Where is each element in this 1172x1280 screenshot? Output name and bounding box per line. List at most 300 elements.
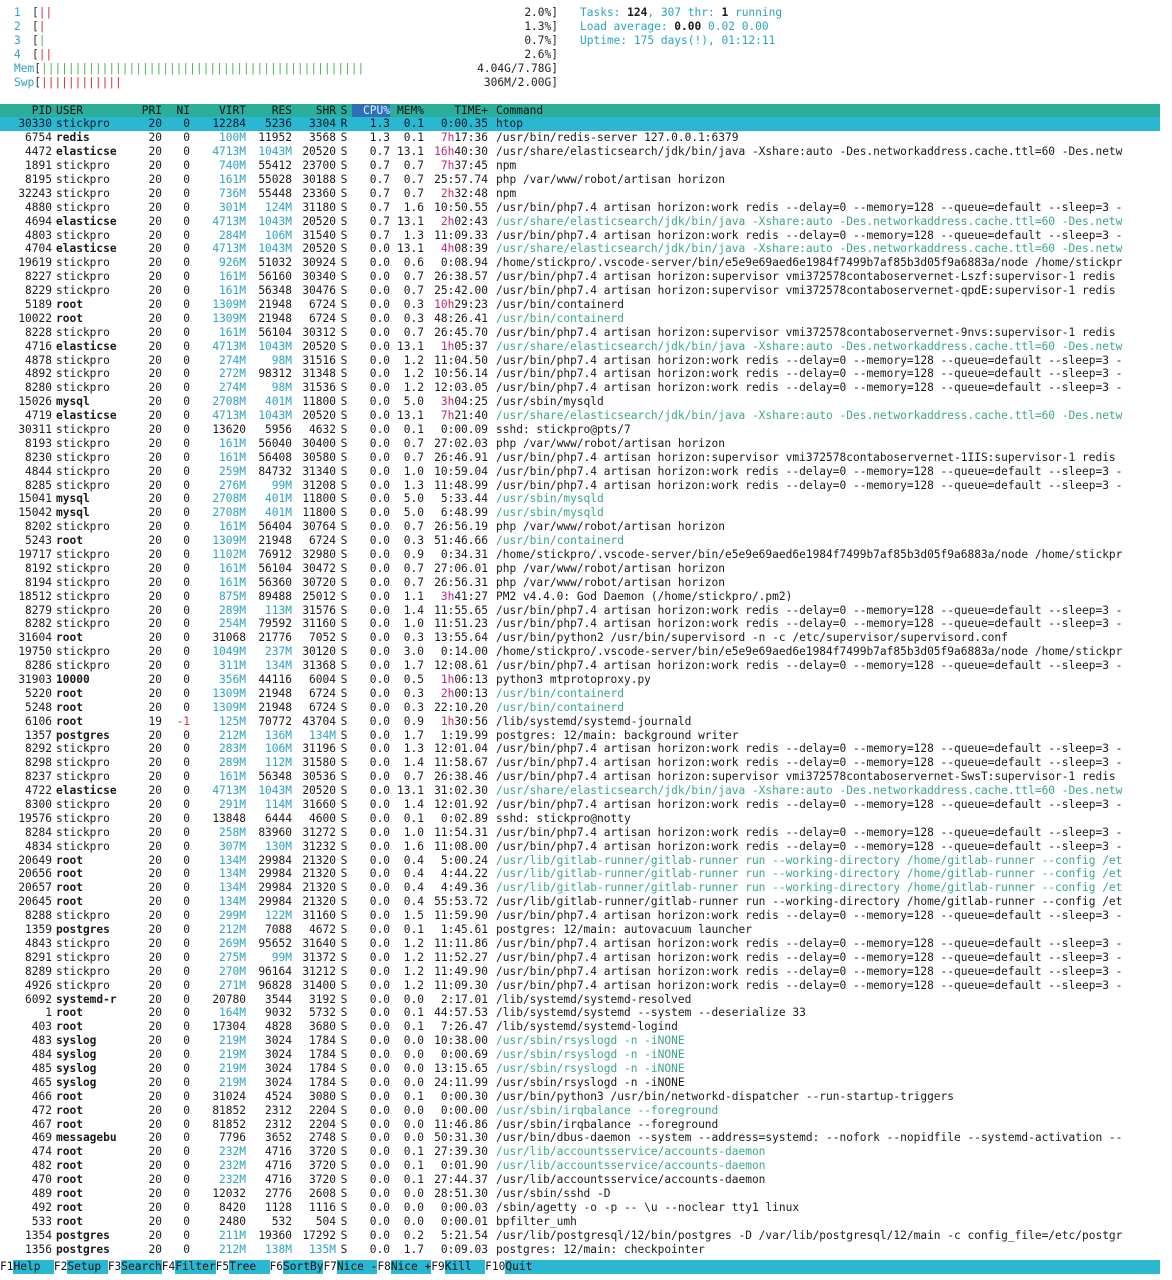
process-row[interactable] bbox=[0, 409, 1160, 423]
fkey-f8-label[interactable]: Nice + bbox=[390, 1260, 432, 1273]
command-cell: /usr/bin/php7.4 artisan horizon:work redis --delay=0 --memory=128 --queue=default --sleep=3 - bbox=[496, 617, 1123, 631]
pid-cell: 8230 bbox=[25, 450, 52, 464]
process-row[interactable] bbox=[0, 354, 1160, 368]
pid-cell: 4843 bbox=[25, 936, 52, 950]
fkey-f7[interactable]: F7 bbox=[323, 1260, 337, 1273]
pid-cell: 472 bbox=[31, 1103, 52, 1117]
process-row[interactable] bbox=[0, 673, 1160, 687]
time-cell: 11:48.99 bbox=[434, 478, 488, 492]
process-row[interactable] bbox=[0, 131, 1160, 145]
process-row[interactable] bbox=[0, 909, 1160, 923]
res-cell: 98312 bbox=[258, 367, 292, 381]
user-cell: stickpro bbox=[56, 659, 110, 673]
process-row[interactable] bbox=[0, 687, 1160, 701]
virt-cell: 4713M bbox=[212, 784, 246, 798]
mem-cell: 0.5 bbox=[403, 673, 424, 687]
fkey-f7-label[interactable]: Nice - bbox=[336, 1260, 378, 1273]
col-pri[interactable]: PRI bbox=[141, 103, 162, 117]
process-row[interactable] bbox=[0, 548, 1160, 562]
nice-cell: 0 bbox=[183, 367, 190, 381]
state-cell: S bbox=[340, 659, 348, 673]
time-cell: 0:00.09 bbox=[440, 422, 488, 436]
user-cell: root bbox=[56, 1117, 83, 1131]
process-table-header[interactable] bbox=[0, 104, 1160, 118]
process-row[interactable] bbox=[0, 881, 1160, 895]
process-row[interactable] bbox=[0, 1201, 1160, 1215]
mem-cell: 0.7 bbox=[403, 284, 424, 298]
process-row[interactable] bbox=[0, 923, 1160, 937]
fkey-f3-label[interactable]: Search bbox=[121, 1260, 162, 1273]
time-cell: 51:46.66 bbox=[434, 534, 488, 548]
nice-cell: -1 bbox=[176, 714, 190, 728]
pid-cell: 6754 bbox=[25, 131, 52, 145]
fkey-f10[interactable]: F10 bbox=[485, 1260, 506, 1273]
nice-cell: 0 bbox=[183, 228, 190, 242]
process-row[interactable] bbox=[0, 395, 1160, 409]
mem-cell: 1.2 bbox=[403, 964, 424, 978]
process-row[interactable] bbox=[0, 520, 1160, 534]
user-cell: root bbox=[56, 895, 83, 909]
virt-cell: 254M bbox=[219, 617, 246, 631]
cpu-cell: 0.0 bbox=[369, 1200, 390, 1214]
time-cell: 11:59.90 bbox=[434, 909, 488, 923]
time-cell: 0:14.00 bbox=[440, 645, 488, 659]
command-cell: /usr/bin/php7.4 artisan horizon:work redis --delay=0 --memory=128 --queue=default --sleep=3 - bbox=[496, 742, 1123, 756]
process-row[interactable] bbox=[0, 715, 1160, 729]
fkey-f2[interactable]: F2 bbox=[53, 1260, 68, 1273]
virt-cell: 269M bbox=[219, 936, 246, 950]
virt-cell: 232M bbox=[219, 1173, 246, 1187]
res-cell: 70772 bbox=[258, 714, 292, 728]
process-row[interactable] bbox=[0, 1090, 1160, 1104]
mem-cell: 0.1 bbox=[403, 1159, 424, 1173]
shr-cell: 30764 bbox=[302, 520, 336, 534]
mem-cell: 1.2 bbox=[403, 950, 424, 964]
process-row[interactable] bbox=[0, 645, 1160, 659]
nice-cell: 0 bbox=[183, 1034, 190, 1048]
cpu-cell: 0.0 bbox=[369, 1214, 390, 1228]
nice-cell: 0 bbox=[183, 645, 190, 659]
process-row[interactable] bbox=[0, 187, 1160, 201]
command-cell: /lib/systemd/systemd-journald bbox=[496, 714, 692, 728]
state-cell: S bbox=[340, 1006, 348, 1020]
state-cell: S bbox=[340, 909, 348, 923]
process-row[interactable] bbox=[0, 854, 1160, 868]
pid-cell: 474 bbox=[31, 1145, 52, 1159]
process-row[interactable] bbox=[0, 867, 1160, 881]
time-cell: 4h08:39 bbox=[440, 242, 488, 256]
virt-cell: 13848 bbox=[212, 811, 246, 825]
mem-cell: 1.1 bbox=[403, 589, 424, 603]
res-cell: 98M bbox=[271, 353, 292, 367]
state-cell: S bbox=[340, 1214, 348, 1228]
process-row[interactable] bbox=[0, 201, 1160, 215]
command-cell: /usr/sbin/mysqld bbox=[496, 506, 604, 520]
state-cell: S bbox=[340, 881, 348, 895]
res-cell: 21948 bbox=[258, 686, 292, 700]
cpu-cell: 0.0 bbox=[369, 478, 390, 492]
user-cell: stickpro bbox=[56, 575, 110, 589]
nice-cell: 0 bbox=[183, 561, 190, 575]
fkey-f1[interactable]: F1 bbox=[0, 1260, 14, 1273]
state-cell: S bbox=[340, 1200, 348, 1214]
user-cell: root bbox=[56, 1145, 83, 1159]
pid-cell: 19576 bbox=[18, 811, 52, 825]
cpu-cell: 0.7 bbox=[369, 228, 390, 242]
fkey-f4[interactable]: F4 bbox=[161, 1260, 176, 1273]
cpu-meter-3: 3 [| bbox=[14, 33, 46, 47]
process-row[interactable] bbox=[0, 1104, 1160, 1118]
process-row[interactable] bbox=[0, 979, 1160, 993]
cpu-cell: 0.0 bbox=[369, 923, 390, 937]
cpu-cell: 0.0 bbox=[369, 992, 390, 1006]
cpu-cell: 0.0 bbox=[369, 673, 390, 687]
process-row[interactable] bbox=[0, 256, 1160, 270]
virt-cell: 2708M bbox=[212, 395, 246, 409]
state-cell: S bbox=[340, 450, 348, 464]
fkey-f8[interactable]: F8 bbox=[377, 1260, 391, 1273]
fkey-f2-label[interactable]: Setup bbox=[67, 1260, 108, 1273]
process-row[interactable] bbox=[0, 270, 1160, 284]
priority-cell: 20 bbox=[148, 228, 162, 242]
state-cell: S bbox=[340, 561, 348, 575]
col-virt[interactable]: VIRT bbox=[219, 103, 246, 117]
cpu-cell: 0.0 bbox=[369, 631, 390, 645]
virt-cell: 212M bbox=[219, 923, 246, 937]
user-cell: messagebu bbox=[56, 1131, 117, 1145]
time-cell: 27:39.30 bbox=[434, 1145, 488, 1159]
shr-cell: 2608 bbox=[309, 1186, 336, 1200]
user-cell: root bbox=[56, 881, 83, 895]
time-cell: 4:49.36 bbox=[440, 881, 488, 895]
mem-cell: 0.1 bbox=[403, 422, 424, 436]
cpu-cell: 0.0 bbox=[369, 297, 390, 311]
command-cell: postgres: 12/main: autovacuum launcher bbox=[496, 923, 752, 937]
process-row[interactable] bbox=[0, 1034, 1160, 1048]
process-row[interactable] bbox=[0, 242, 1160, 256]
fkey-f4-label[interactable]: Filter bbox=[175, 1260, 216, 1273]
process-row[interactable] bbox=[0, 756, 1160, 770]
fkey-f5[interactable]: F5 bbox=[215, 1260, 230, 1273]
process-row[interactable] bbox=[0, 951, 1160, 965]
mem-cell: 0.1 bbox=[403, 1145, 424, 1159]
process-row[interactable] bbox=[0, 798, 1160, 812]
state-cell: S bbox=[340, 548, 348, 561]
cpu-cell: 0.0 bbox=[369, 270, 390, 284]
fkey-f6[interactable]: F6 bbox=[269, 1260, 284, 1273]
virt-cell: 134M bbox=[219, 881, 246, 895]
state-cell: R bbox=[340, 117, 348, 131]
priority-cell: 20 bbox=[148, 1020, 162, 1034]
priority-cell: 20 bbox=[148, 186, 162, 200]
col-state[interactable]: S bbox=[340, 103, 348, 117]
priority-cell: 20 bbox=[148, 284, 162, 298]
time-cell: 27:06.01 bbox=[434, 561, 488, 575]
process-row[interactable] bbox=[0, 1062, 1160, 1076]
command-cell: /usr/sbin/rsyslogd -n -iNONE bbox=[496, 1061, 685, 1075]
cpu-cell: 0.0 bbox=[369, 381, 390, 395]
shr-cell: 23360 bbox=[302, 186, 336, 200]
process-row[interactable] bbox=[0, 1215, 1160, 1229]
virt-cell: 219M bbox=[219, 1061, 246, 1075]
cpu-cell: 0.0 bbox=[369, 853, 390, 867]
priority-cell: 20 bbox=[148, 270, 162, 284]
cpu-cell: 0.0 bbox=[369, 1061, 390, 1075]
mem-cell: 0.0 bbox=[403, 1061, 424, 1075]
mem-cell: 0.7 bbox=[403, 450, 424, 464]
user-cell: elasticse bbox=[56, 242, 117, 256]
user-cell: syslog bbox=[56, 1048, 97, 1062]
fkey-f1-label[interactable]: Help bbox=[13, 1260, 54, 1273]
pid-cell: 8194 bbox=[25, 575, 52, 589]
time-cell: 10:50.55 bbox=[434, 200, 488, 214]
priority-cell: 20 bbox=[148, 1145, 162, 1159]
time-cell: 12:08.61 bbox=[434, 659, 488, 673]
time-cell: 10h29:23 bbox=[434, 297, 488, 311]
cpu-cell: 0.7 bbox=[369, 172, 390, 186]
shr-cell: 20520 bbox=[302, 784, 336, 798]
time-cell: 11:09.30 bbox=[434, 978, 488, 992]
priority-cell: 20 bbox=[148, 339, 162, 353]
process-row[interactable] bbox=[0, 993, 1160, 1007]
fkey-f9-label[interactable]: Kill bbox=[444, 1260, 486, 1273]
res-cell: 134M bbox=[265, 659, 292, 673]
process-row[interactable] bbox=[0, 1131, 1160, 1145]
res-cell: 7088 bbox=[265, 923, 292, 937]
user-cell: stickpro bbox=[56, 464, 110, 478]
cpu-cell: 0.0 bbox=[369, 811, 390, 825]
process-row[interactable] bbox=[0, 840, 1160, 854]
virt-cell: 4713M bbox=[212, 242, 246, 256]
process-row[interactable] bbox=[0, 576, 1160, 590]
virt-cell: 271M bbox=[219, 978, 246, 992]
priority-cell: 20 bbox=[148, 145, 162, 159]
process-row[interactable] bbox=[0, 215, 1160, 229]
process-row[interactable] bbox=[0, 659, 1160, 673]
pid-cell: 4722 bbox=[25, 784, 52, 798]
mem-cell: 0.0 bbox=[403, 1131, 424, 1145]
virt-cell: 4713M bbox=[212, 409, 246, 423]
shr-cell: 11800 bbox=[302, 395, 336, 409]
process-row[interactable] bbox=[0, 506, 1160, 520]
mem-cell: 1.4 bbox=[403, 603, 424, 617]
res-cell: 130M bbox=[265, 839, 292, 853]
process-list[interactable] bbox=[0, 117, 1160, 1256]
mem-cell: 1.2 bbox=[403, 381, 424, 395]
process-row[interactable] bbox=[0, 1118, 1160, 1132]
process-row[interactable] bbox=[0, 479, 1160, 493]
res-cell: 56348 bbox=[258, 284, 292, 298]
process-row[interactable] bbox=[0, 465, 1160, 479]
shr-cell: 31180 bbox=[302, 200, 336, 214]
cpu-cell: 0.0 bbox=[369, 395, 390, 409]
nice-cell: 0 bbox=[183, 242, 190, 256]
res-cell: 3024 bbox=[265, 1075, 292, 1089]
priority-cell: 20 bbox=[148, 381, 162, 395]
process-row[interactable] bbox=[0, 145, 1160, 159]
nice-cell: 0 bbox=[183, 742, 190, 756]
col-time[interactable]: TIME+ bbox=[454, 103, 488, 117]
process-row[interactable] bbox=[0, 604, 1160, 618]
col-res[interactable]: RES bbox=[271, 103, 292, 117]
process-row[interactable] bbox=[0, 784, 1160, 798]
process-row[interactable] bbox=[0, 298, 1160, 312]
process-row[interactable] bbox=[0, 284, 1160, 298]
process-row[interactable] bbox=[0, 534, 1160, 548]
state-cell: S bbox=[340, 200, 348, 214]
command-cell: /usr/bin/php7.4 artisan horizon:work redis --delay=0 --memory=128 --queue=default --sleep=3 - bbox=[496, 381, 1123, 395]
state-cell: S bbox=[340, 270, 348, 284]
col-mem[interactable]: MEM% bbox=[397, 103, 424, 117]
cpu-cell: 0.0 bbox=[369, 1075, 390, 1089]
virt-cell: 164M bbox=[219, 1006, 246, 1020]
process-row[interactable] bbox=[0, 367, 1160, 381]
res-cell: 4524 bbox=[265, 1089, 292, 1103]
nice-cell: 0 bbox=[183, 1200, 190, 1214]
time-cell: 0:00.01 bbox=[440, 1214, 488, 1228]
process-row[interactable] bbox=[0, 1229, 1160, 1243]
col-shr[interactable]: SHR bbox=[315, 103, 336, 117]
virt-cell: 276M bbox=[219, 478, 246, 492]
state-cell: S bbox=[340, 1020, 348, 1034]
state-cell: S bbox=[340, 825, 348, 839]
mem-cell: 0.7 bbox=[403, 520, 424, 534]
process-row[interactable] bbox=[0, 1048, 1160, 1062]
virt-cell: 219M bbox=[219, 1034, 246, 1048]
pid-cell: 8292 bbox=[25, 742, 52, 756]
nice-cell: 0 bbox=[183, 936, 190, 950]
priority-cell: 20 bbox=[148, 1089, 162, 1103]
process-row[interactable] bbox=[0, 159, 1160, 173]
user-cell: stickpro bbox=[56, 159, 110, 173]
col-cpu[interactable]: CPU% bbox=[352, 104, 390, 118]
process-row[interactable] bbox=[0, 965, 1160, 979]
user-cell: elasticse bbox=[56, 214, 117, 228]
state-cell: S bbox=[340, 631, 348, 645]
time-cell: 1h05:37 bbox=[440, 339, 488, 353]
process-row[interactable] bbox=[0, 701, 1160, 715]
process-row[interactable] bbox=[0, 340, 1160, 354]
time-cell: 0:01.90 bbox=[440, 1159, 488, 1173]
col-command[interactable]: Command bbox=[496, 103, 544, 117]
command-cell: /usr/bin/php7.4 artisan horizon:work redis --delay=0 --memory=128 --queue=default --sleep=3 - bbox=[496, 478, 1123, 492]
mem-cell: 1.2 bbox=[403, 353, 424, 367]
cpu-cell: 0.7 bbox=[369, 159, 390, 173]
user-cell: stickpro bbox=[56, 798, 110, 812]
col-ni[interactable]: NI bbox=[176, 103, 190, 117]
process-row[interactable] bbox=[0, 631, 1160, 645]
priority-cell: 19 bbox=[148, 714, 162, 728]
priority-cell: 20 bbox=[148, 478, 162, 492]
pid-cell: 4878 bbox=[25, 353, 52, 367]
process-row[interactable] bbox=[0, 1173, 1160, 1187]
virt-cell: 212M bbox=[219, 1242, 246, 1256]
process-row[interactable] bbox=[0, 492, 1160, 506]
process-row[interactable] bbox=[0, 895, 1160, 909]
process-row[interactable] bbox=[0, 617, 1160, 631]
process-row[interactable] bbox=[0, 826, 1160, 840]
process-row[interactable] bbox=[0, 590, 1160, 604]
process-row[interactable] bbox=[0, 117, 1160, 131]
command-cell: postgres: 12/main: background writer bbox=[496, 728, 739, 742]
process-row[interactable] bbox=[0, 229, 1160, 243]
res-cell: 21948 bbox=[258, 311, 292, 325]
command-cell: /lib/systemd/systemd --system --deserialize 33 bbox=[496, 1006, 806, 1020]
res-cell: 401M bbox=[265, 492, 292, 506]
res-cell: 21776 bbox=[258, 631, 292, 645]
col-user[interactable]: USER bbox=[56, 103, 83, 117]
virt-cell: 272M bbox=[219, 367, 246, 381]
process-row[interactable] bbox=[0, 451, 1160, 465]
process-row[interactable] bbox=[0, 312, 1160, 326]
process-row[interactable] bbox=[0, 1187, 1160, 1201]
process-row[interactable] bbox=[0, 173, 1160, 187]
fkey-f6-label[interactable]: SortBy bbox=[283, 1260, 324, 1273]
state-cell: S bbox=[340, 742, 348, 756]
user-cell: root bbox=[56, 700, 83, 714]
priority-cell: 20 bbox=[148, 561, 162, 575]
process-row[interactable] bbox=[0, 742, 1160, 756]
nice-cell: 0 bbox=[183, 992, 190, 1006]
process-row[interactable] bbox=[0, 729, 1160, 743]
process-row[interactable] bbox=[0, 326, 1160, 340]
state-cell: S bbox=[340, 214, 348, 228]
command-cell: npm bbox=[496, 186, 517, 200]
process-row[interactable] bbox=[0, 1006, 1160, 1020]
col-pid[interactable]: PID bbox=[31, 103, 52, 117]
nice-cell: 0 bbox=[183, 381, 190, 395]
command-cell: /usr/share/elasticsearch/jdk/bin/java -Xshare:auto -Des.networkaddress.cache.ttl=60 -Des.netw bbox=[496, 339, 1123, 353]
process-row[interactable] bbox=[0, 381, 1160, 395]
cpu-cell: 0.0 bbox=[369, 839, 390, 853]
state-cell: S bbox=[340, 923, 348, 937]
fkey-f9[interactable]: F9 bbox=[431, 1260, 445, 1273]
virt-cell: 2708M bbox=[212, 506, 246, 520]
process-row[interactable] bbox=[0, 562, 1160, 576]
user-cell: root bbox=[56, 1006, 83, 1020]
mem-cell: 1.4 bbox=[403, 798, 424, 812]
process-row[interactable] bbox=[0, 1076, 1160, 1090]
mem-meter: Mem[|||||||||||||||||||||||||||||||||||||||||||||||| bbox=[14, 61, 365, 75]
fkey-f3[interactable]: F3 bbox=[107, 1260, 122, 1273]
fkey-f5-label[interactable]: Tree bbox=[229, 1260, 270, 1273]
process-row[interactable] bbox=[0, 1145, 1160, 1159]
fkey-f10-label[interactable]: Quit bbox=[505, 1260, 546, 1273]
command-cell: /usr/bin/php7.4 artisan horizon:supervisor vmi372578contaboservernet-Lszf:supervisor-1 redis bbox=[496, 270, 1116, 284]
res-cell: 55412 bbox=[258, 159, 292, 173]
command-cell: /usr/bin/php7.4 artisan horizon:work redis --delay=0 --memory=128 --queue=default --sleep=3 - bbox=[496, 659, 1123, 673]
shr-cell: 31372 bbox=[302, 950, 336, 964]
process-row[interactable] bbox=[0, 423, 1160, 437]
process-row[interactable] bbox=[0, 1020, 1160, 1034]
pid-cell: 8284 bbox=[25, 825, 52, 839]
time-cell: 5:21.54 bbox=[440, 1228, 488, 1242]
priority-cell: 20 bbox=[148, 798, 162, 812]
nice-cell: 0 bbox=[183, 1173, 190, 1187]
process-row[interactable] bbox=[0, 1159, 1160, 1173]
cpu-cell: 1.3 bbox=[369, 131, 390, 145]
res-cell: 55448 bbox=[258, 186, 292, 200]
shr-cell: 21320 bbox=[302, 895, 336, 909]
nice-cell: 0 bbox=[183, 145, 190, 159]
process-row[interactable] bbox=[0, 937, 1160, 951]
process-row[interactable] bbox=[0, 770, 1160, 784]
process-row[interactable] bbox=[0, 812, 1160, 826]
process-row[interactable] bbox=[0, 437, 1160, 451]
time-cell: 50:31.30 bbox=[434, 1131, 488, 1145]
command-cell: htop bbox=[496, 117, 523, 131]
process-row[interactable] bbox=[0, 1243, 1160, 1257]
